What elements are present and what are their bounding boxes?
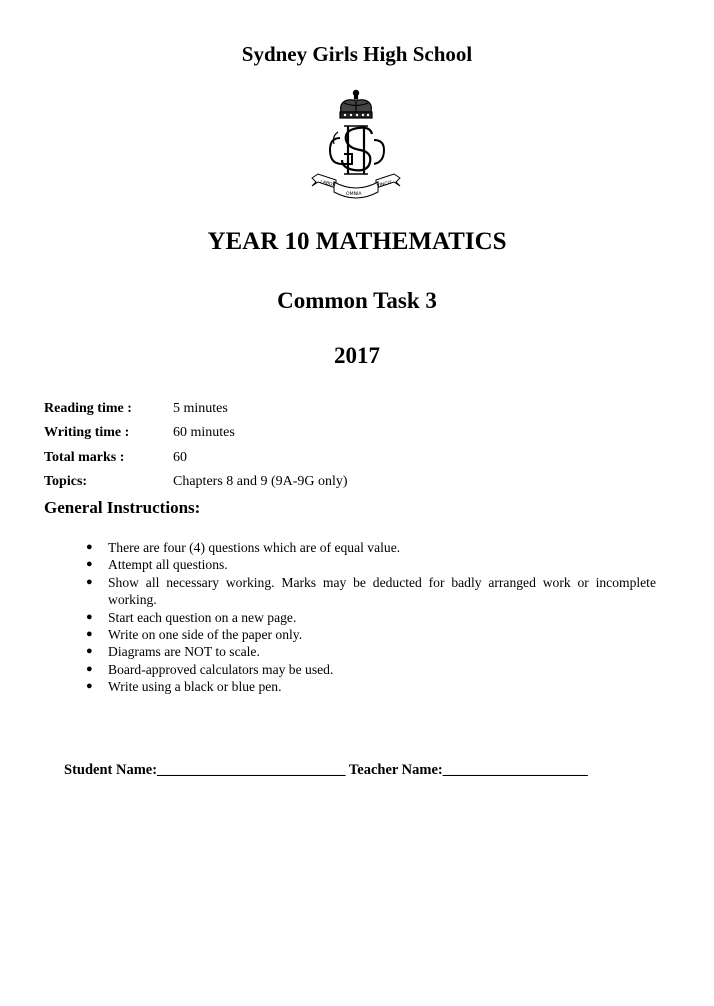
exam-subtitle: Common Task 3 <box>277 288 437 313</box>
bullet-icon: ● <box>86 575 93 588</box>
bullet-icon: ● <box>86 628 93 641</box>
instruction-item: ● Start each question on a new page. <box>86 609 297 625</box>
instruction-item: ● Show all necessary working. Marks may be deducted for badly arranged work or incomplete working. <box>86 574 656 608</box>
writing-time-value: 60 minutes <box>173 425 235 440</box>
instruction-item: ● Write on one side of the paper only. <box>86 627 303 643</box>
student-name-field[interactable]: __________________________ <box>157 762 346 778</box>
instructions-list <box>86 539 656 696</box>
bullet-icon: ● <box>86 662 93 675</box>
exam-title: YEAR 10 MATHEMATICS <box>207 228 507 255</box>
instruction-item: ● Board-approved calculators may be used. <box>86 661 334 677</box>
instruction-item: ● Attempt all questions. <box>86 557 228 573</box>
instruction-item: ● Diagrams are NOT to scale. <box>86 644 260 660</box>
writing-time-label: Writing time : <box>44 425 130 440</box>
bullet-icon: ● <box>86 610 93 623</box>
svg-text:OMNIA: OMNIA <box>346 192 362 197</box>
instruction-item: ● Write using a black or blue pen. <box>86 679 282 695</box>
reading-time-label: Reading time : <box>44 401 132 416</box>
general-instructions-heading: General Instructions: <box>44 498 201 517</box>
reading-time-value: 5 minutes <box>173 401 228 416</box>
total-marks-value: 60 <box>173 450 187 465</box>
school-name: Sydney Girls High School <box>241 42 473 66</box>
exam-year: 2017 <box>334 343 380 368</box>
total-marks-label: Total marks : <box>44 450 125 465</box>
bullet-icon: ● <box>86 645 93 658</box>
svg-text:VINCIT: VINCIT <box>376 180 393 189</box>
teacher-name-label: Teacher Name: <box>348 762 443 778</box>
topics-label: Topics: <box>44 474 88 489</box>
topics-value: Chapters 8 and 9 (9A-9G only) <box>173 474 348 489</box>
instruction-item: ● There are four (4) questions which are of equal value. <box>86 540 401 555</box>
bullet-icon: ● <box>86 680 93 693</box>
name-fields-line <box>64 762 588 779</box>
bullet-icon: ● <box>86 558 93 571</box>
student-name-label: Student Name: <box>64 762 158 778</box>
svg-text:LABOR: LABOR <box>319 180 336 189</box>
bullet-icon: ● <box>86 541 93 553</box>
teacher-name-field[interactable]: ____________________ <box>442 762 588 778</box>
school-crest-icon <box>308 88 404 206</box>
